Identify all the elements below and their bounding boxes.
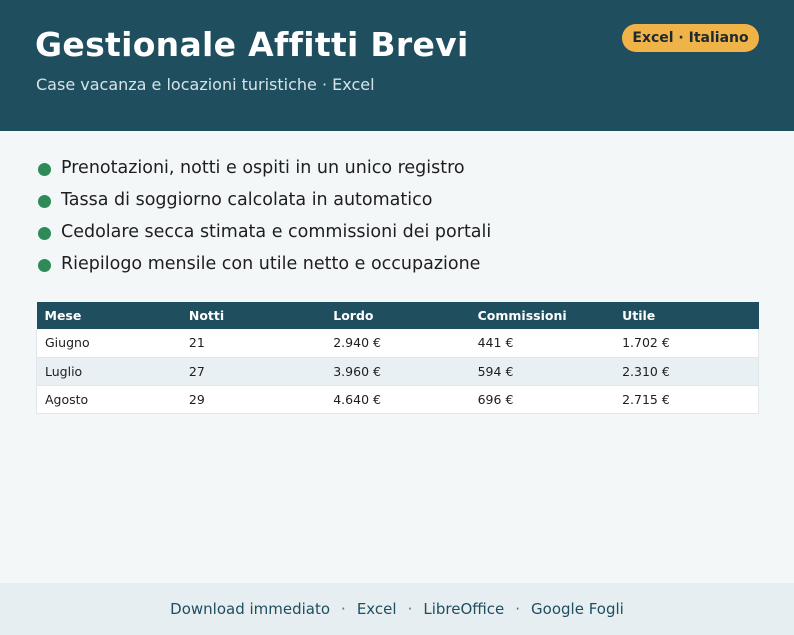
cell-profit: 2.715 € [614,385,758,413]
page-title: Gestionale Affitti Brevi [35,25,469,64]
page-subtitle: Case vacanza e locazioni turistiche · Excel [36,75,375,94]
footer-separator: · [515,600,521,618]
bullet-icon [38,259,51,272]
table-row [37,357,759,385]
feature-text: Cedolare secca stimata e commissioni dei portali [61,222,492,242]
feature-item [36,248,491,280]
format-language-badge: Excel · Italiano [622,24,759,52]
footer-separator: · [407,600,413,618]
bullet-icon [38,163,51,176]
cell-commissions: 696 € [470,385,614,413]
feature-item [36,152,491,184]
header-banner [0,0,794,131]
cell-nights: 29 [181,385,325,413]
table-row [37,329,759,357]
cell-nights: 21 [181,329,325,357]
cell-gross: 2.940 € [325,329,469,357]
cell-commissions: 441 € [470,329,614,357]
cell-nights: 27 [181,357,325,385]
monthly-summary-table [36,302,759,414]
table-row [37,385,759,413]
bullet-icon [38,195,51,208]
column-header-profit: Utile [614,302,758,329]
cell-month: Luglio [37,357,181,385]
feature-text: Prenotazioni, notti e ospiti in un unico registro [61,158,465,178]
footer-item-libreoffice: LibreOffice [423,600,505,618]
table-header-row [37,302,759,329]
column-header-nights: Notti [181,302,325,329]
feature-list [36,152,491,280]
feature-text: Riepilogo mensile con utile netto e occupazione [61,254,481,274]
footer-item-google-sheets: Google Fogli [531,600,624,618]
cell-gross: 3.960 € [325,357,469,385]
cell-month: Giugno [37,329,181,357]
cell-profit: 1.702 € [614,329,758,357]
column-header-gross: Lordo [325,302,469,329]
cell-gross: 4.640 € [325,385,469,413]
cell-month: Agosto [37,385,181,413]
feature-item [36,216,491,248]
column-header-month: Mese [37,302,181,329]
footer-item-download: Download immediato [170,600,331,618]
column-header-commissions: Commissioni [470,302,614,329]
footer-bar [0,583,794,635]
feature-text: Tassa di soggiorno calcolata in automatico [61,190,433,210]
cell-commissions: 594 € [470,357,614,385]
bullet-icon [38,227,51,240]
cell-profit: 2.310 € [614,357,758,385]
feature-item [36,184,491,216]
footer-separator: · [341,600,346,618]
footer-item-excel: Excel [356,600,397,618]
